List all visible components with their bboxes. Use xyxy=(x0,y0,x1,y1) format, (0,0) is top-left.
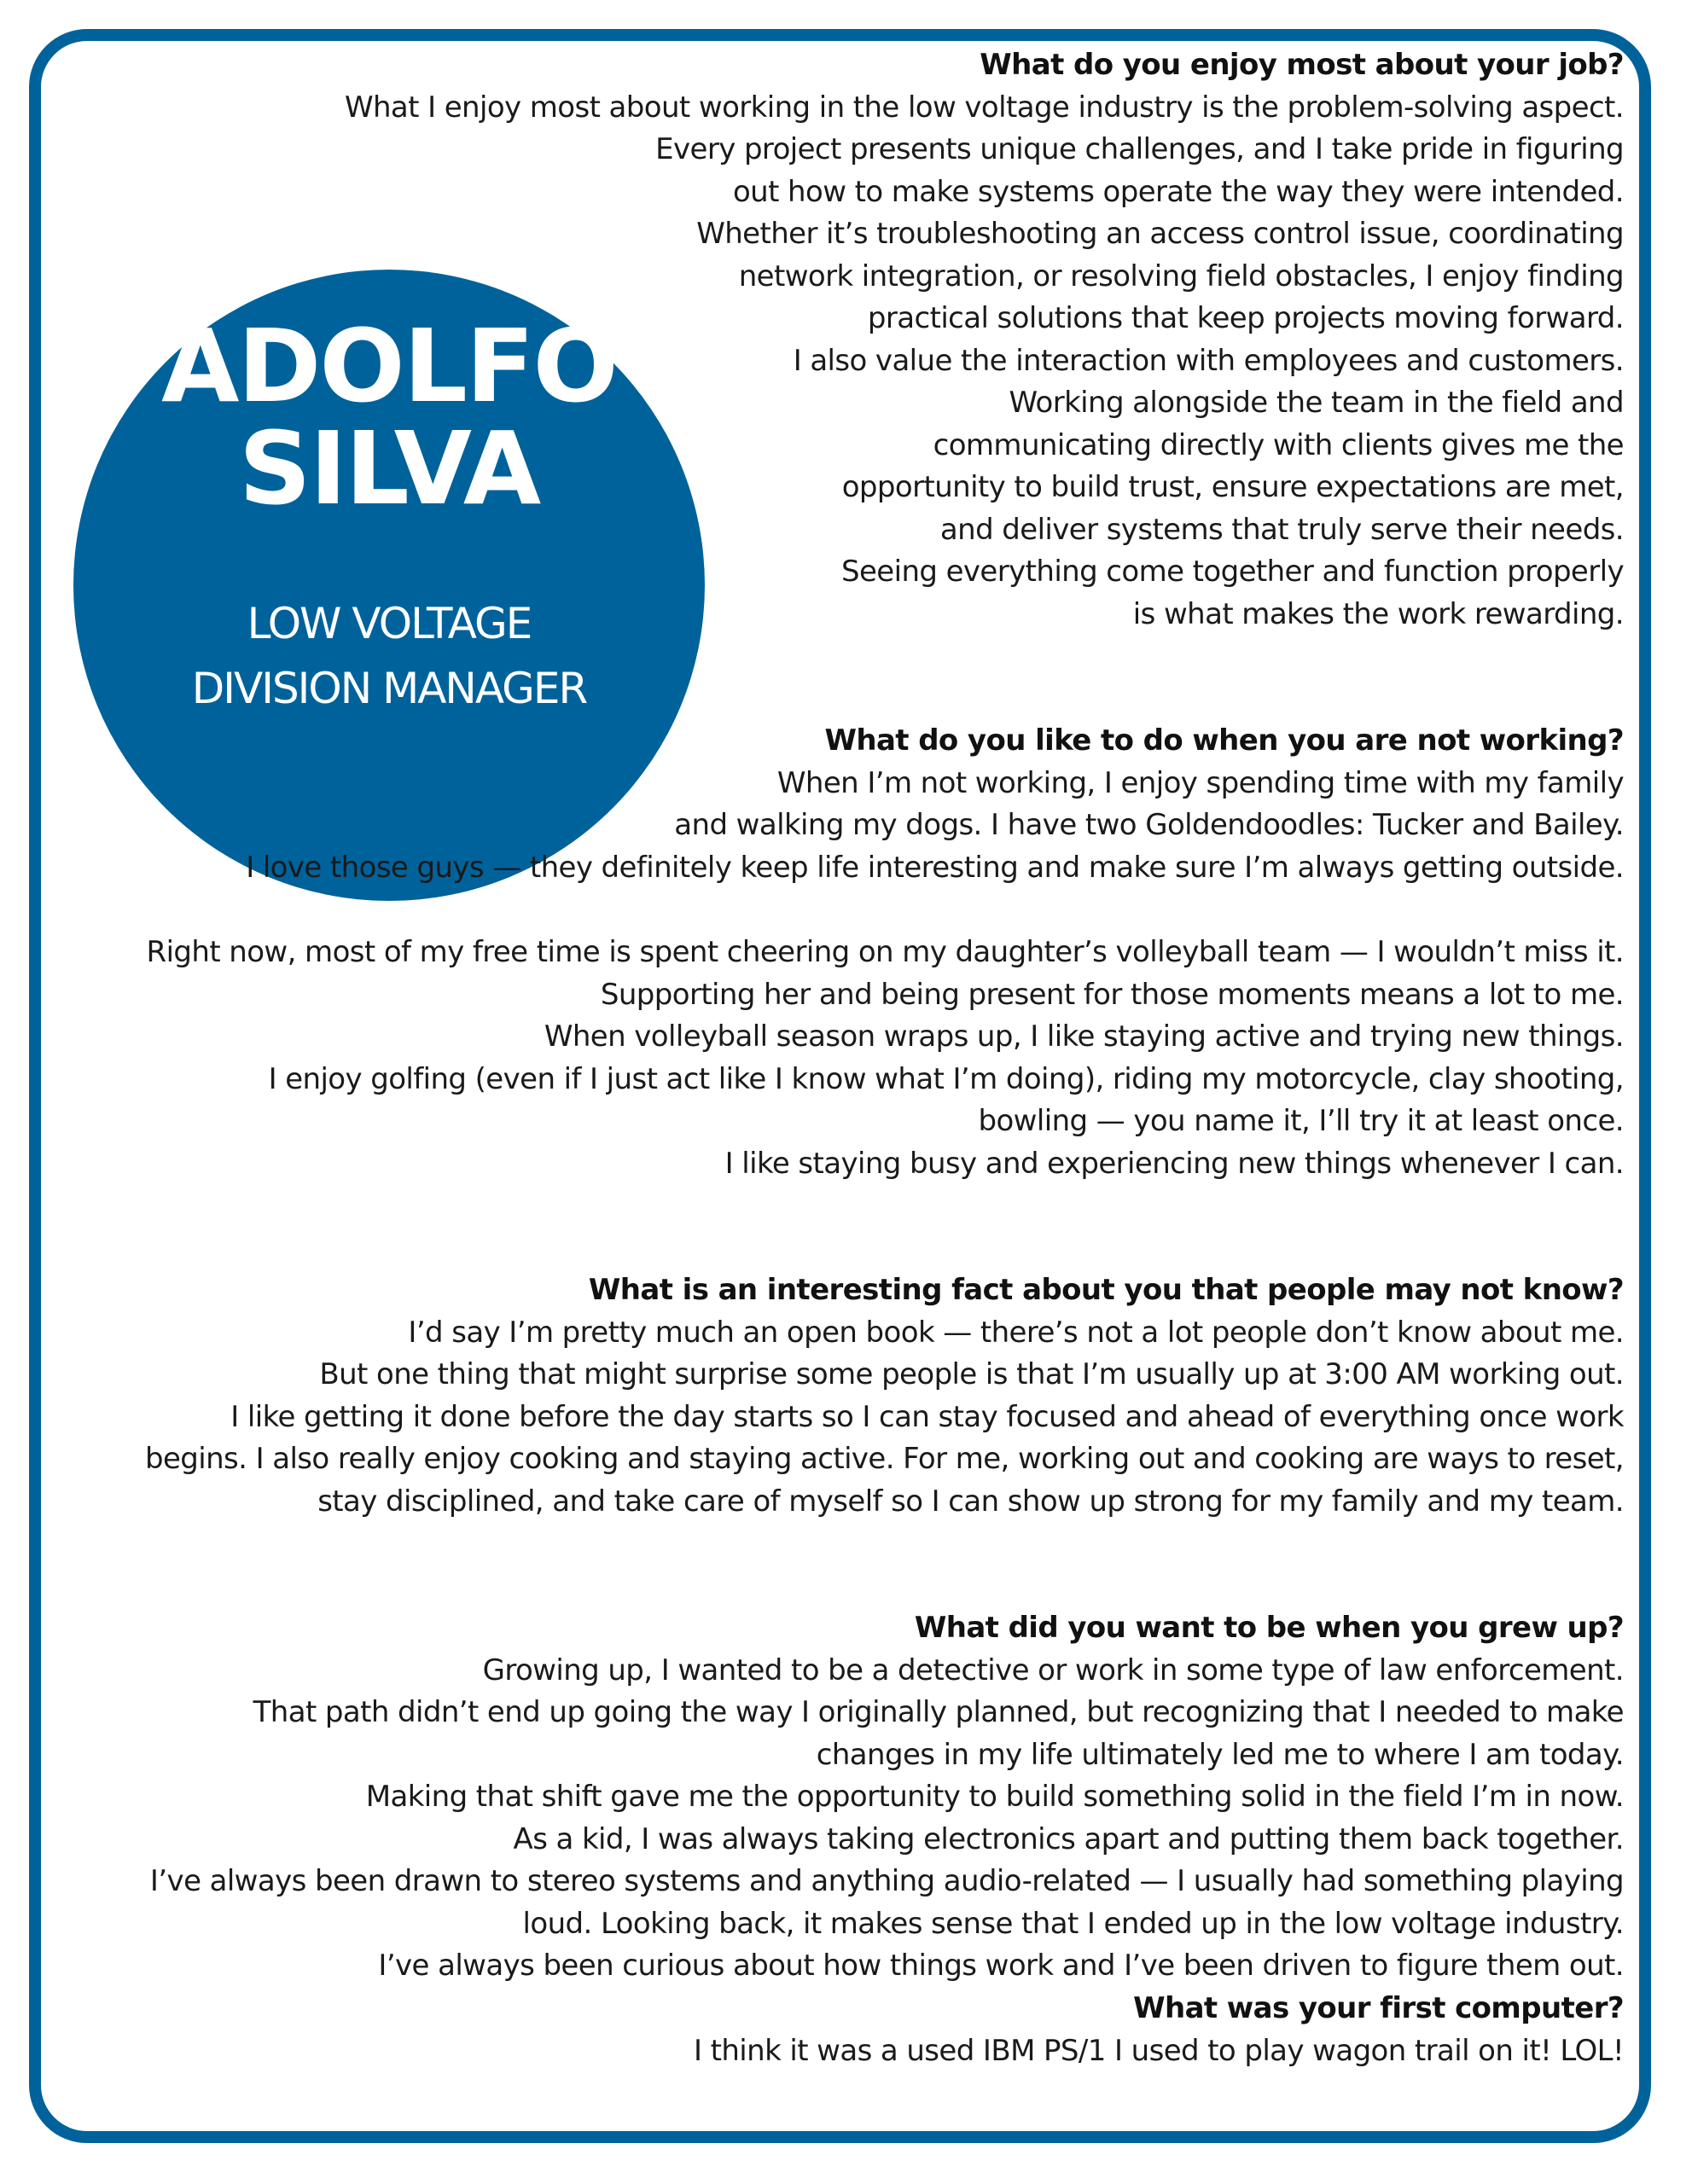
answer-line: I love those guys — they definitely keep life interesting and make sure I’m always getting outside. xyxy=(246,850,1624,885)
answer-line: begins. I also really enjoy cooking and staying active. For me, working out and cooking are ways to reset, xyxy=(144,1442,1624,1476)
answer-line: Growing up, I wanted to be a detective or work in some type of law enforcement. xyxy=(482,1653,1624,1687)
answer-line: and walking my dogs. I have two Goldendoodles: Tucker and Bailey. xyxy=(674,808,1624,842)
answer-line: is what makes the work rewarding. xyxy=(1132,596,1624,631)
answer-line: Right now, most of my free time is spent cheering on my daughter’s volleyball team — I wouldn’t miss it. xyxy=(146,935,1624,969)
answer-line: When I’m not working, I enjoy spending time with my family xyxy=(776,765,1624,800)
answer-line: I’d say I’m pretty much an open book — there’s not a lot people don’t know about me. xyxy=(408,1315,1624,1350)
section-interesting-fact xyxy=(56,1269,1624,1523)
answer-line: I also value the interaction with employees and customers. xyxy=(793,343,1624,378)
question-heading: What is an interesting fact about you that people may not know? xyxy=(588,1273,1624,1307)
section-free-time-continued xyxy=(56,932,1624,1185)
question-heading: What do you like to do when you are not working? xyxy=(824,723,1624,758)
last-name: SILVA xyxy=(238,410,540,527)
answer-line: Supporting her and being present for those moments means a lot to me. xyxy=(600,977,1624,1012)
question-heading: What did you want to be when you grew up? xyxy=(914,1611,1624,1645)
answer-line: Whether it’s troubleshooting an access control issue, coordinating xyxy=(696,217,1624,251)
answer-line: I enjoy golfing (even if I just act like I know what I’m doing), riding my motorcycle, clay shooting, xyxy=(268,1061,1624,1096)
job-title-line-2: DIVISION MANAGER xyxy=(191,664,587,713)
answer-line: and deliver systems that truly serve their needs. xyxy=(939,512,1624,547)
answer-line: When volleyball season wraps up, I like staying active and trying new things. xyxy=(544,1019,1624,1054)
section-grew-up xyxy=(56,1607,1624,1988)
answer-line: I’ve always been curious about how things work and I’ve been driven to figure them out. xyxy=(378,1949,1624,1983)
section-enjoy-job xyxy=(56,44,1624,636)
answer-line: But one thing that might surprise some people is that I’m usually up at 3:00 AM working out. xyxy=(319,1357,1624,1391)
answer-line: Making that shift gave me the opportunity to build something solid in the field I’m in now. xyxy=(365,1780,1624,1814)
answer-line: I like getting it done before the day starts so I can stay focused and ahead of everything once work xyxy=(230,1399,1624,1434)
section-free-time xyxy=(56,720,1624,889)
question-heading: What do you enjoy most about your job? xyxy=(980,48,1624,82)
answer-line: network integration, or resolving field obstacles, I enjoy finding xyxy=(738,258,1624,293)
answer-line: opportunity to build trust, ensure expectations are met, xyxy=(841,470,1624,504)
job-title-line-1: LOW VOLTAGE xyxy=(247,599,532,648)
answer-line: I like staying busy and experiencing new things whenever I can. xyxy=(724,1146,1624,1181)
first-name: ADOLFO xyxy=(161,307,617,425)
answer-line: I’ve always been drawn to stereo systems and anything audio-related — I usually had something playing xyxy=(149,1864,1624,1898)
answer-line: Every project presents unique challenges, and I take pride in figuring xyxy=(655,132,1624,166)
answer-line: loud. Looking back, it makes sense that I ended up in the low voltage industry. xyxy=(522,1906,1624,1941)
answer-line: out how to make systems operate the way they were intended. xyxy=(732,174,1624,209)
answer-line: stay disciplined, and take care of myself so I can show up strong for my family and my team. xyxy=(317,1484,1624,1519)
answer-line: Working alongside the team in the field and xyxy=(1009,386,1624,420)
answer-line: What I enjoy most about working in the low voltage industry is the problem-solving aspect. xyxy=(344,90,1624,125)
answer-line: I think it was a used IBM PS/1 I used to play wagon trail on it! LOL! xyxy=(693,2033,1624,2068)
answer-line: As a kid, I was always taking electronics apart and putting them back together. xyxy=(513,1821,1624,1856)
answer-line: changes in my life ultimately led me to where I am today. xyxy=(816,1737,1624,1772)
answer-line: practical solutions that keep projects moving forward. xyxy=(867,301,1624,335)
answer-line: bowling — you name it, I’ll try it at least once. xyxy=(978,1104,1624,1138)
question-heading: What was your first computer? xyxy=(1133,1991,1624,2025)
answer-line: communicating directly with clients gives me the xyxy=(933,427,1624,462)
answer-line: That path didn’t end up going the way I originally planned, but recognizing that I needed to make xyxy=(253,1695,1624,1729)
section-first-computer xyxy=(56,1988,1624,2072)
answer-line: Seeing everything come together and function properly xyxy=(840,555,1624,589)
